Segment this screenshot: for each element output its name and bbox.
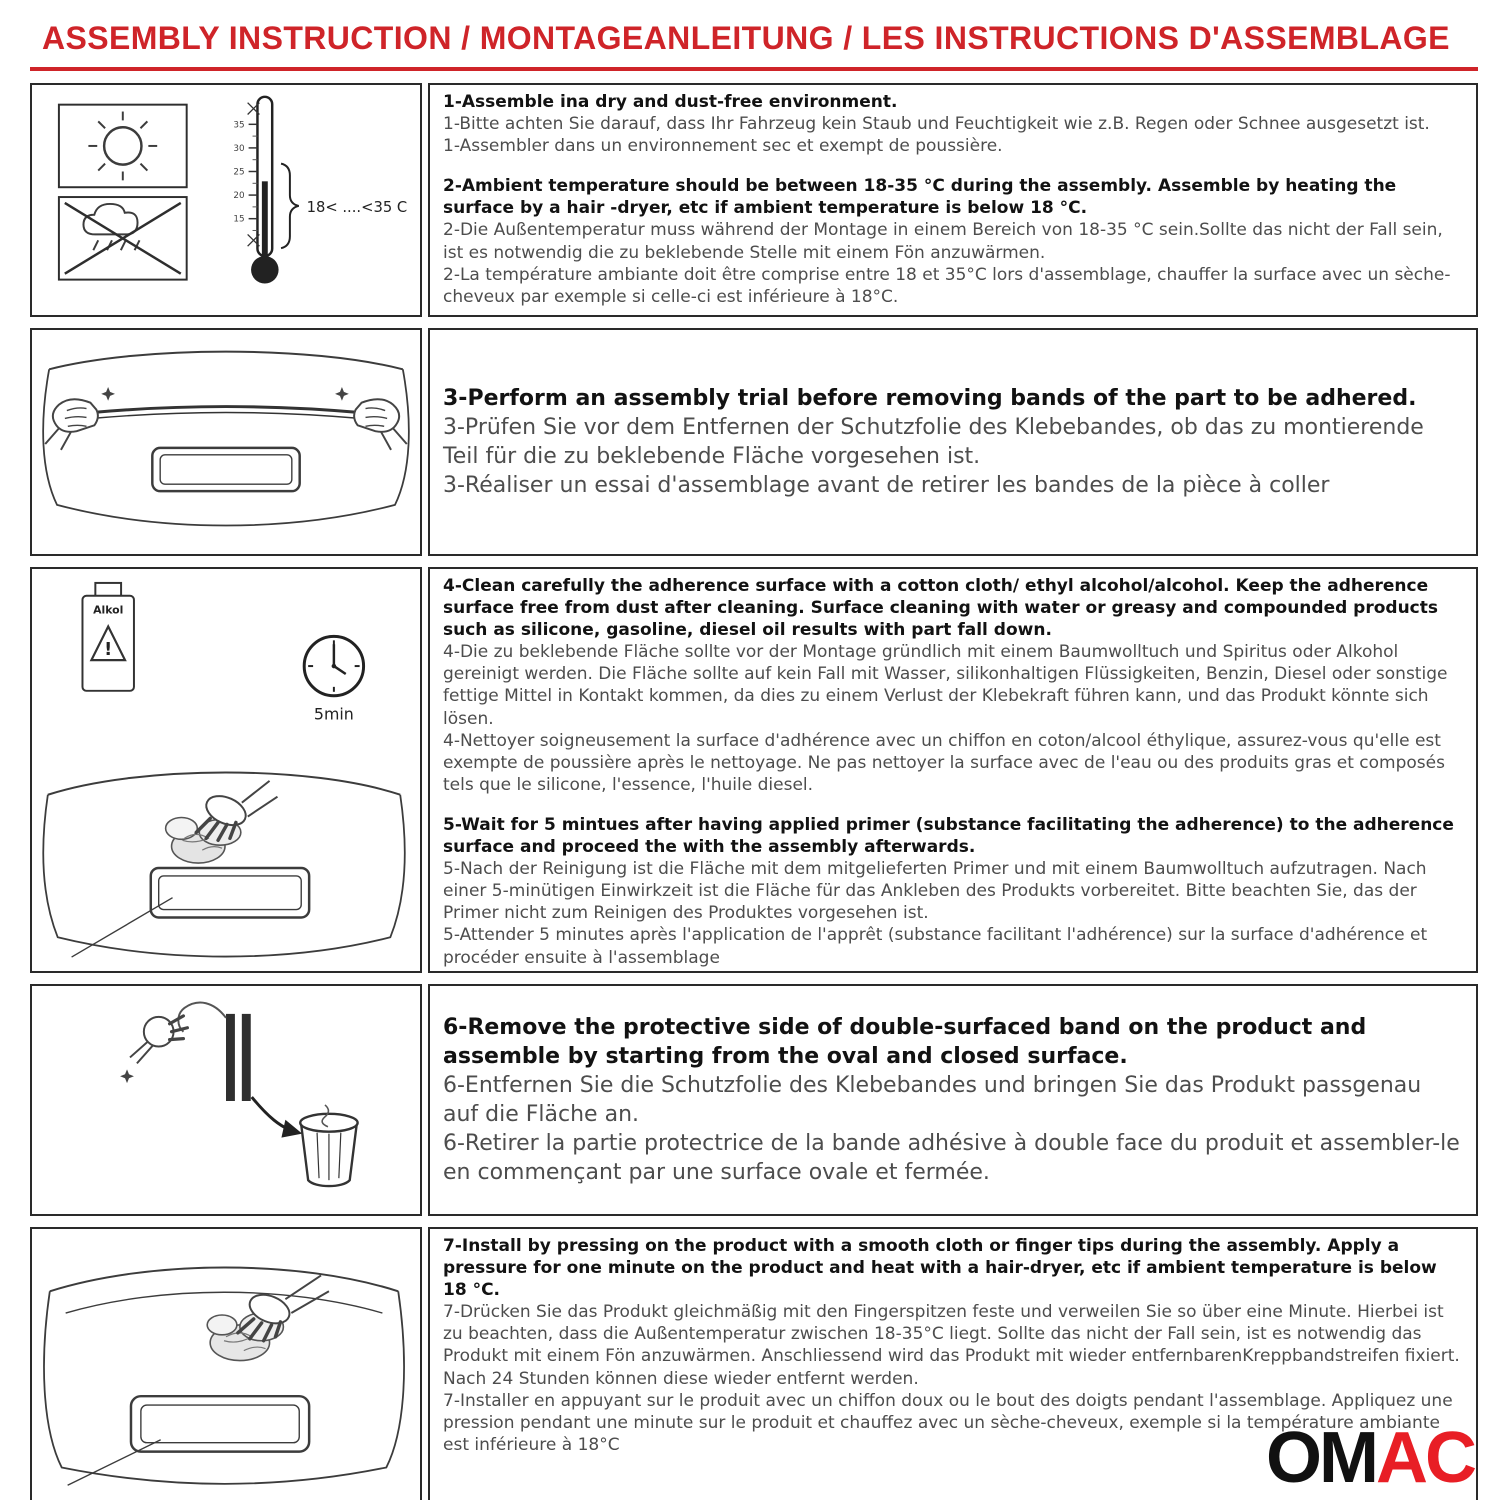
instruction-6-en: 6-Remove the protective side of double-surfaced band on the product and assemble by starting from the oval and closed surface. — [443, 1014, 1367, 1069]
section-cleaning-text — [428, 567, 1478, 973]
section-assembly-trial — [30, 328, 1478, 556]
instruction-2-en: 2-Ambient temperature should be between 18-35 °C during the assembly. Assemble by heating the surface by a hair -dryer, etc if ambient temperature is below 18 °C. — [443, 176, 1397, 219]
thermometer-icon — [233, 97, 407, 284]
instruction-7-fr: 7-Installer en appuyant sur le produit avec un chiffon doux ou le bout des doigts pendant l'assemblage. Appliquez une pression pendant une minute sur le produit et chauffez avec un sèche-cheveux, exemple si la température ambiante est inférieure à 18°C — [443, 1390, 1453, 1455]
thermometer-tick-label: 15 — [233, 214, 245, 225]
section-remove-band — [30, 984, 1478, 1216]
section-environment — [30, 83, 1478, 317]
instruction-7-en: 7-Install by pressing on the product with a smooth cloth or finger tips during the assembly. Apply a pressure for one minute on the product and heat with a hair-dryer, etc if ambient temperature is below 18 °C. — [443, 1236, 1437, 1301]
instruction-1-de: 1-Bitte achten Sie darauf, dass Ihr Fahrzeug kein Staub und Feuchtigkeit wie z.B. Regen oder Schnee ausgesetzt ist. — [443, 114, 1430, 135]
instruction-6-fr: 6-Retirer la partie protectrice de la bande adhésive à double face du produit et assembler-le en commençant par une surface ovale et fermée. — [443, 1131, 1460, 1186]
section-remove-band-text — [428, 984, 1478, 1216]
sun-icon — [59, 105, 187, 188]
instruction-4-fr: 4-Nettoyer soigneusement la surface d'adhérence avec un chiffon en coton/alcool éthylique, assurez-vous qu'elle est exempte de poussière après le nettoyage. Ne pas nettoyer la surface avec de l'eau ou des produits gras et composés tels que le silicone, l'essence, l'huile diesel. — [443, 730, 1445, 795]
section-assembly-trial-text — [428, 328, 1478, 556]
instruction-1-fr: 1-Assembler dans un environnement sec et exempt de poussière. — [443, 136, 1003, 157]
instruction-6-de: 6-Entfernen Sie die Schutzfolie des Klebebandes und bringen Sie das Produkt passgenau auf die Fläche an. — [443, 1072, 1422, 1127]
omac-logo-black-part: OM — [1266, 1418, 1376, 1498]
install-illustration-svg — [32, 1229, 420, 1500]
svg-text:!: ! — [104, 639, 113, 661]
instruction-5-de: 5-Nach der Reinigung ist die Fläche mit dem mitgelieferten Primer und mit einem Baumwolltuch aufzutragen. Nach einer 5-minütigen Einwirkzeit ist die Fläche für das Ankleben des Produkts vorbereitet. Bitte beachten Sie, das der Primer nicht zum Reinigen des Produktes vorgesehen ist. — [443, 859, 1427, 924]
section-remove-band-illustration — [30, 984, 422, 1216]
page-title: ASSEMBLY INSTRUCTION / MONTAGEANLEITUNG / LES INSTRUCTIONS D'ASSEMBLAGE — [30, 14, 1478, 71]
left-hand-icon — [45, 399, 98, 450]
sparkle-icon — [335, 387, 349, 401]
clock-label: 5min — [313, 704, 354, 724]
car-trunk-outline — [43, 352, 409, 526]
assembly-trial-illustration-svg — [32, 330, 420, 554]
omac-logo-red-part: AC — [1376, 1418, 1474, 1498]
section-install-illustration — [30, 1227, 422, 1500]
discard-arrow-icon — [252, 1097, 302, 1138]
instruction-4-en: 4-Clean carefully the adherence surface with a cotton cloth/ ethyl alcohol/alcohol. Keep the adherence surface free from dust after cleaning. Surface cleaning with water or greasy and compounded products such as silicone, gasoline, diesel oil results with part fall down. — [443, 576, 1439, 641]
right-hand-icon — [354, 399, 407, 450]
section-assembly-trial-illustration — [30, 328, 422, 556]
instruction-2-de: 2-Die Außentemperatur muss während der Montage in einem Bereich von 18-35 °C sein.Sollte das nicht der Fall sein, ist es notwendig die zu beklebende Stelle mit einem Fön anzuwärmen. — [443, 220, 1443, 263]
alcohol-bottle-icon — [82, 583, 133, 691]
instruction-5-en: 5-Wait for 5 mintues after having applied primer (substance facilitating the adherence) to the adherence surface and proceed the with the assembly afterwards. — [443, 814, 1454, 858]
instruction-3-fr: 3-Réaliser un essai d'assemblage avant de retirer les bandes de la pièce à coller — [443, 473, 1330, 499]
remove-band-illustration-svg — [32, 986, 420, 1214]
temp-range-label: 18< ....<35 C — [306, 198, 408, 216]
no-rain-icon — [59, 197, 187, 280]
clock-icon — [304, 636, 363, 723]
range-brace — [281, 164, 299, 249]
thermometer-tick-label: 25 — [233, 167, 245, 178]
car-trunk-outline — [44, 1268, 404, 1486]
instruction-1-en: 1-Assemble ina dry and dust-free environment. — [443, 92, 898, 112]
instruction-4-de: 4-Die zu beklebende Fläche sollte vor der Montage gründlich mit einem Baumwolltuch und Spiritus oder Alkohol gereinigt werden. Die Fläche sollte auf kein Fall mit Wasser, silikonhaltigen Flüssigkeiten, Benzin, Diesel oder sonstige fettige Mittel in Kontakt kommen, da dies zu einem Verlust der Klebekraft führen kann, und das Produkt könnte sich lösen. — [443, 642, 1448, 729]
instruction-3-de: 3-Prüfen Sie vor dem Entfernen der Schutzfolie des Klebebandes, ob das zu montierende Teil für die zu beklebende Fläche vorgesehen ist. — [443, 414, 1424, 469]
trash-can-icon — [300, 1105, 357, 1186]
thermometer-tick-label: 20 — [233, 191, 245, 202]
environment-illustration-svg — [32, 85, 420, 315]
trim-strip — [92, 407, 359, 419]
sparkle-icon — [120, 1069, 134, 1083]
section-cleaning-illustration — [30, 567, 422, 973]
instruction-3-en: 3-Perform an assembly trial before removing bands of the part to be adhered. — [443, 385, 1417, 411]
section-install — [30, 1227, 1478, 1500]
adhesive-strips — [178, 1003, 250, 1101]
thermometer-tick-label: 35 — [233, 120, 245, 131]
section-cleaning — [30, 567, 1478, 973]
thermometer-tick-label: 30 — [233, 143, 245, 154]
sparkle-icon — [101, 387, 115, 401]
instruction-2-fr: 2-La température ambiante doit être comprise entre 18 et 35°C lors d'assemblage, chauffer la surface avec un sèche-cheveux par exemple si celle-ci est inférieure à 18°C. — [443, 264, 1451, 307]
section-environment-illustration — [30, 83, 422, 317]
instruction-7-de: 7-Drücken Sie das Produkt gleichmäßig mit den Fingerspitzen feste und verweilen Sie so über eine Minute. Hierbei ist zu beachten, dass die Außentemperatur zwischen 18-35°C liegt. Sollte das nicht der Fall sein, ist es notwendig das Produkt mit einem Fön anzuwärmen. Anschliessend wird das Produkt mit wieder entfernbarenKreppbandstreifen fixiert. Nach 24 Stunden können diese wieder entfernt werden. — [443, 1302, 1460, 1389]
omac-logo — [1266, 1418, 1474, 1498]
section-environment-text — [428, 83, 1478, 317]
instruction-5-fr: 5-Attender 5 minutes après l'application de l'apprêt (substance facilitant l'adhérence) sur la surface d'adhérence et procéder ensuite à l'assemblage — [443, 925, 1428, 968]
cleaning-illustration-svg — [32, 569, 420, 971]
bottle-label: Alkol — [93, 603, 124, 617]
